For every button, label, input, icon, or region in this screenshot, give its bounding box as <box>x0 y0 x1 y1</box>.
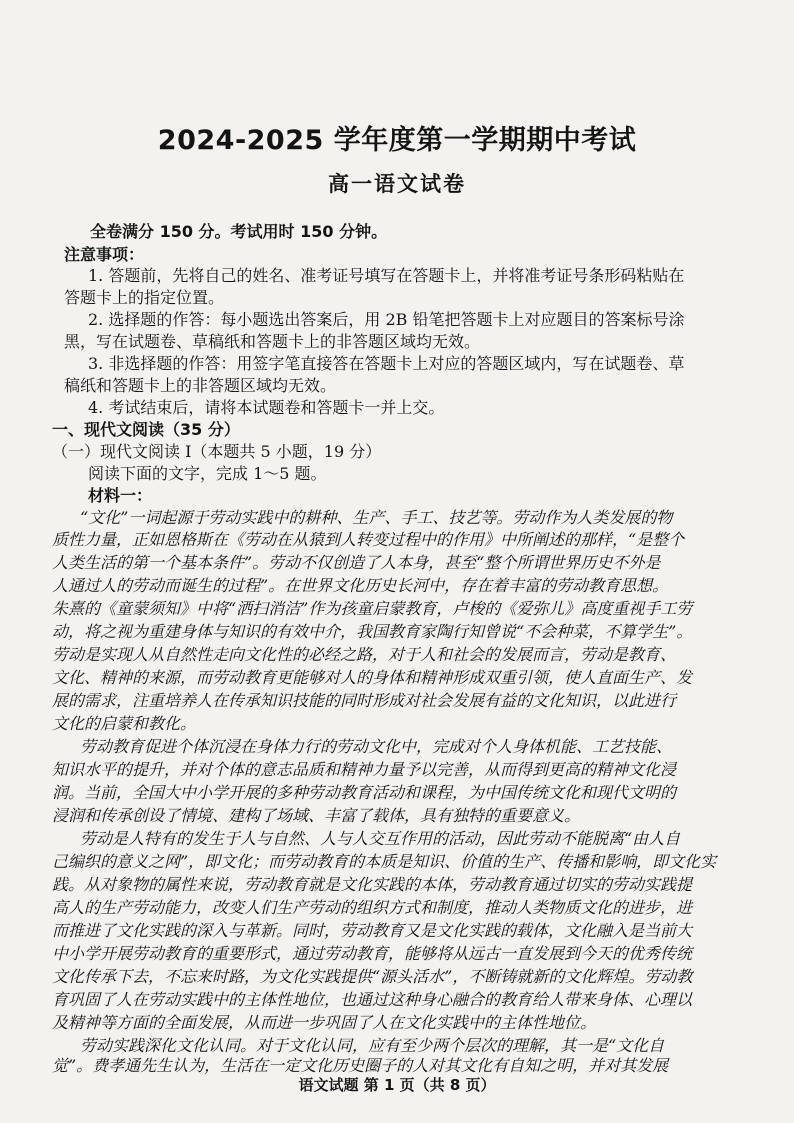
passage-line: 劳动是实现人从自然性走向文化性的必经之路，对于人和社会的发展而言，劳动是教育、 <box>52 645 677 664</box>
passage-line: 高人的生产劳动能力，改变人们生产劳动的组织方式和制度，推动人类物质文化的进步，进 <box>52 898 693 917</box>
sub-section-heading: （一）现代文阅读 I（本题共 5 小题，19 分） <box>52 442 382 461</box>
passage-line: 及精神等方面的全面发展，从而进一步巩固了人在文化实践中的主体性地位。 <box>52 1013 597 1032</box>
passage-line: 文化的启蒙和教化。 <box>52 714 197 733</box>
material-label: 材料一： <box>88 486 153 505</box>
passage-line: 觉”。费孝通先生认为，生活在一定文化历史圈子的人对其文化有自知之明，并对其发展 <box>52 1056 669 1075</box>
passage-line: 而推进了文化实践的深入与革新。同时，劳动教育又是文化实践的载体，文化融入是当前大 <box>52 921 693 940</box>
passage-line: 劳动实践深化文化认同。对于文化认同，应有至少两个层次的理解，其一是“文化自 <box>80 1036 665 1055</box>
passage-line: 动，将之视为重建身体与知识的有效中介，我国教育家陶行知曾说“不会种菜，不算学生”。 <box>52 622 693 641</box>
passage-line: 中小学开展劳动教育的重要形式，通过劳动教育，能够将从远古一直发展到今天的优秀传统 <box>52 944 693 963</box>
exam-subtitle: 高一语文试卷 <box>328 172 466 196</box>
passage-line: 展的需求，注重培养人在传承知识技能的同时形成对社会发展有益的文化知识，以此进行 <box>52 691 677 710</box>
exam-info: 全卷满分 150 分。考试用时 150 分钟。 <box>90 222 388 241</box>
passage-line: 润。当前，全国大中小学开展的多种劳动教育活动和课程，为中国传统文化和现代文明的 <box>52 783 677 802</box>
exam-title: 2024-2025 学年度第一学期期中考试 <box>157 125 637 156</box>
passage-line: 人类生活的第一个基本条件”。劳动不仅创造了人本身，甚至“整个所谓世界历史不外是 <box>52 553 661 572</box>
note-line: 2. 选择题的作答：每小题选出答案后，用 2B 铅笔把答题卡上对应题目的答案标号涂 <box>88 310 685 329</box>
note-line: 1. 答题前，先将自己的姓名、准考证号填写在答题卡上，并将准考证号条形码粘贴在 <box>88 266 685 285</box>
section-heading: 一、现代文阅读（35 分） <box>52 420 240 439</box>
passage-line: 质性力量，正如恩格斯在《劳动在从猿到人转变过程中的作用》中所阐述的那样，“是整个 <box>52 530 685 549</box>
passage-line: 践。从对象物的属性来说，劳动教育就是文化实践的本体，劳动教育通过切实的劳动实践提 <box>52 875 693 894</box>
passage-line: 朱熹的《童蒙须知》中将“洒扫消洁”作为孩童启蒙教育，卢梭的《爱弥儿》高度重视手工劳 <box>52 599 693 618</box>
passage-line: 己编织的意义之网”，即文化；而劳动教育的本质是知识、价值的生产、传播和影响，即文化实 <box>52 852 717 871</box>
passage-line: 人通过人的劳动而诞生的过程”。在世界文化历史长河中，存在着丰富的劳动教育思想。 <box>52 576 669 595</box>
notes-heading: 注意事项： <box>64 245 145 264</box>
page-footer: 语文试题 第 1 页（共 8 页） <box>298 1076 496 1094</box>
passage-line: 劳动教育促进个体沉浸在身体力行的劳动文化中，完成对个人身体机能、工艺技能、 <box>80 737 673 756</box>
reading-instruction: 阅读下面的文字，完成 1～5 题。 <box>88 464 327 483</box>
passage-line: 育巩固了人在劳动实践中的主体性地位，也通过这种身心融合的教育给人带来身体、心理以 <box>52 990 693 1009</box>
note-line: 3. 非选择题的作答：用签字笔直接答在答题卡上对应的答题区域内，写在试题卷、草 <box>88 354 685 373</box>
note-line: 黑，写在试题卷、草稿纸和答题卡上的非答题区域均无效。 <box>64 332 481 351</box>
note-line: 答题卡上的指定位置。 <box>64 288 225 307</box>
note-line: 4. 考试结束后，请将本试题卷和答题卡一并上交。 <box>88 398 445 417</box>
passage-line: 浸润和传承创设了情境、建构了场域、丰富了载体，具有独特的重要意义。 <box>52 806 581 825</box>
passage-line: 劳动是人特有的发生于人与自然、人与人交互作用的活动，因此劳动不能脱离“由人自 <box>80 829 681 848</box>
passage-line: “文化”一词起源于劳动实践中的耕种、生产、手工、技艺等。劳动作为人类发展的物 <box>80 508 673 527</box>
passage-line: 文化、精神的来源，而劳动教育更能够对人的身体和精神形成双重引领，使人直面生产、发 <box>52 668 693 687</box>
passage-line: 文化传承下去，不忘来时路，为文化实践提供“源头活水”，不断铸就新的文化辉煌。劳动教 <box>52 967 693 986</box>
passage-line: 知识水平的提升，并对个体的意志品质和精神力量予以完善，从而得到更高的精神文化浸 <box>52 760 677 779</box>
note-line: 稿纸和答题卡上的非答题区域均无效。 <box>64 376 337 395</box>
